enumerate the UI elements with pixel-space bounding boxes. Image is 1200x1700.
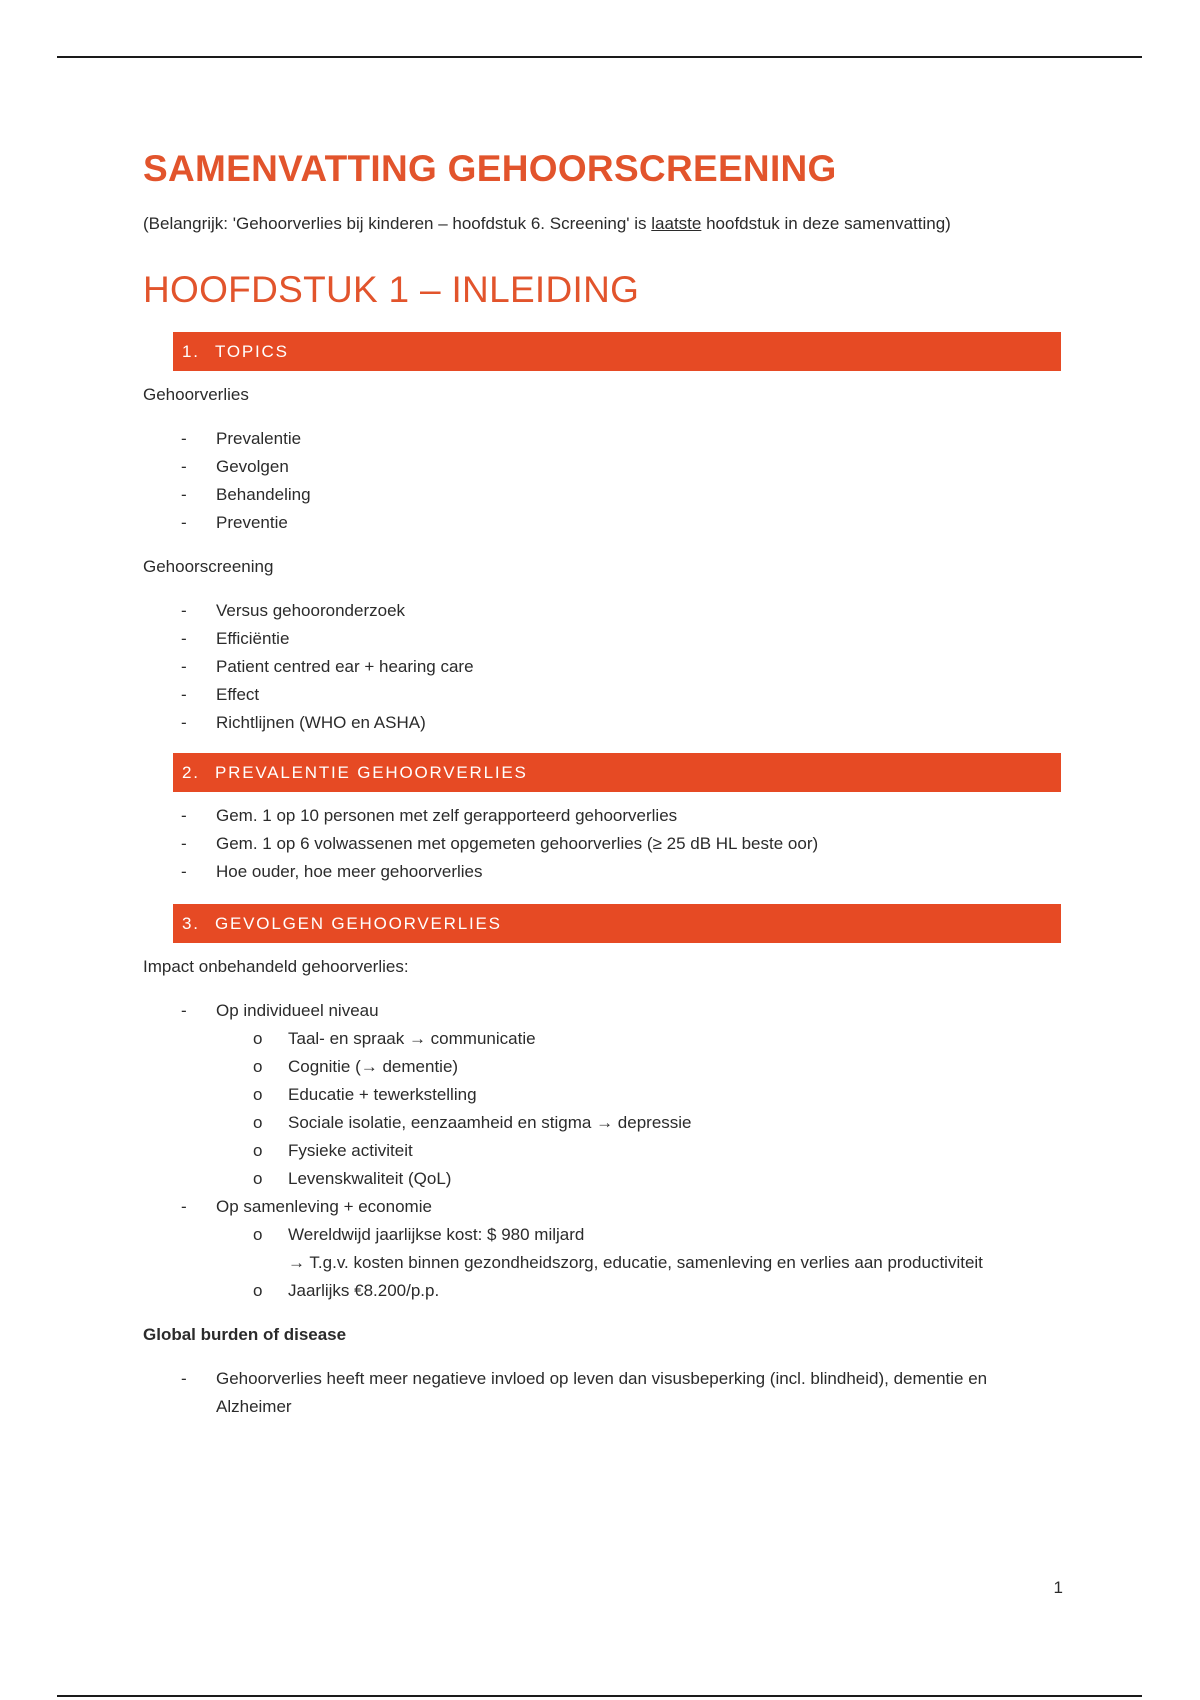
dash-bullet: - xyxy=(181,457,187,476)
dash-bullet: - xyxy=(181,862,187,881)
list-item: - Efficiëntie xyxy=(143,625,1063,653)
sub-list-item: o Cognitie (→ dementie) xyxy=(143,1053,1063,1081)
list-item: - Effect xyxy=(143,681,1063,709)
intro-note xyxy=(143,212,1063,236)
dash-bullet: - xyxy=(181,1197,187,1216)
list-item: - Prevalentie xyxy=(143,425,1063,453)
sub-list-item: o Jaarlijks €8.200/p.p. xyxy=(143,1277,1063,1305)
dash-bullet: - xyxy=(181,429,187,448)
topics-group-label: Gehoorverlies xyxy=(143,385,249,404)
society-sublist xyxy=(216,1221,1063,1305)
topics-group-label: Gehoorscreening xyxy=(143,557,274,576)
chapter-heading: HOOFDSTUK 1 – INLEIDING xyxy=(143,269,640,310)
list-item: - Preventie xyxy=(143,509,1063,537)
document-body xyxy=(143,140,1063,1421)
section-heading-consequences xyxy=(173,904,1061,943)
list-item: - Gevolgen xyxy=(143,453,1063,481)
dash-bullet: - xyxy=(181,657,187,676)
circle-bullet: o xyxy=(253,1057,263,1076)
consequences-list xyxy=(143,997,1063,1305)
dash-bullet: - xyxy=(181,1001,187,1020)
dash-bullet: - xyxy=(181,713,187,732)
section-title: GEVOLGEN GEHOORVERLIES xyxy=(215,914,502,933)
topics-list-screening xyxy=(143,597,1063,737)
section-heading-topics xyxy=(173,332,1061,371)
prevalence-list xyxy=(143,802,1063,886)
circle-bullet: o xyxy=(253,1113,263,1132)
top-rule xyxy=(57,56,1142,58)
list-item: - Hoe ouder, hoe meer gehoorverlies xyxy=(143,858,1063,886)
circle-bullet: o xyxy=(253,1085,263,1104)
list-item: - Gehoorverlies heeft meer negatieve invloed op leven dan visusbeperking (incl. blindheid), dementie en Alzheimer xyxy=(143,1365,1063,1421)
circle-bullet: o xyxy=(253,1169,263,1188)
burden-heading: Global burden of disease xyxy=(143,1325,347,1344)
bottom-rule xyxy=(57,1695,1142,1697)
continuation-line: → T.g.v. kosten binnen gezondheidszorg, educatie, samenleving en verlies aan productiviteit xyxy=(288,1253,983,1272)
page-number: 1 xyxy=(1053,1578,1063,1597)
sub-list-item: o Wereldwijd jaarlijkse kost: $ 980 miljard → T.g.v. kosten binnen gezondheidszorg, educatie, samenleving en verlies aan productiviteit xyxy=(143,1221,1063,1277)
dash-bullet: - xyxy=(181,629,187,648)
circle-bullet: o xyxy=(253,1281,263,1300)
list-item: - Richtlijnen (WHO en ASHA) xyxy=(143,709,1063,737)
consequences-intro: Impact onbehandeld gehoorverlies: xyxy=(143,957,409,976)
dash-bullet: - xyxy=(181,1369,187,1388)
list-item: - Op individueel niveau o Taal- en spraak → communicatie o Cognitie (→ dementie) o Educatie + tewerkstelling o Sociale isolatie, eenzaamheid en stigma → depressie o Fysieke activiteit o Levenskwaliteit (QoL) xyxy=(143,997,1063,1193)
list-item: - Op samenleving + economie o Wereldwijd jaarlijkse kost: $ 980 miljard → T.g.v. kosten binnen gezondheidszorg, educatie, samenleving en verlies aan productiviteit o Jaarlijks €8.200/p.p. xyxy=(143,1193,1063,1305)
circle-bullet: o xyxy=(253,1141,263,1160)
dash-bullet: - xyxy=(181,834,187,853)
dash-bullet: - xyxy=(181,685,187,704)
intro-underlined-word: laatste xyxy=(651,214,702,233)
topics-list-hearing-loss xyxy=(143,425,1063,537)
list-item: - Gem. 1 op 10 personen met zelf gerapporteerd gehoorverlies xyxy=(143,802,1063,830)
sub-list-item: o Fysieke activiteit xyxy=(143,1137,1063,1165)
sub-list-item: o Levenskwaliteit (QoL) xyxy=(143,1165,1063,1193)
section-number: 1. xyxy=(182,342,200,361)
intro-text-before: (Belangrijk: 'Gehoorverlies bij kinderen – hoofdstuk 6. Screening' is xyxy=(143,214,652,233)
dash-bullet: - xyxy=(181,806,187,825)
list-item: - Behandeling xyxy=(143,481,1063,509)
list-item: - Versus gehooronderzoek xyxy=(143,597,1063,625)
intro-text-after: hoofdstuk in deze samenvatting) xyxy=(701,214,951,233)
dash-bullet: - xyxy=(181,513,187,532)
circle-bullet: o xyxy=(253,1029,263,1048)
section-title: PREVALENTIE GEHOORVERLIES xyxy=(215,763,528,782)
sub-list-item: o Taal- en spraak → communicatie xyxy=(143,1025,1063,1053)
section-heading-prevalence xyxy=(173,753,1061,792)
dash-bullet: - xyxy=(181,601,187,620)
section-title: TOPICS xyxy=(215,342,289,361)
sub-list-item: o Sociale isolatie, eenzaamheid en stigma → depressie xyxy=(143,1109,1063,1137)
document-title: SAMENVATTING GEHOORSCREENING xyxy=(143,148,837,189)
section-number: 3. xyxy=(182,914,200,933)
list-item: - Patient centred ear + hearing care xyxy=(143,653,1063,681)
circle-bullet: o xyxy=(253,1225,263,1244)
list-item: - Gem. 1 op 6 volwassenen met opgemeten gehoorverlies (≥ 25 dB HL beste oor) xyxy=(143,830,1063,858)
individual-sublist xyxy=(216,1025,1063,1193)
section-number: 2. xyxy=(182,763,200,782)
dash-bullet: - xyxy=(181,485,187,504)
burden-list xyxy=(143,1365,1063,1421)
sub-list-item: o Educatie + tewerkstelling xyxy=(143,1081,1063,1109)
